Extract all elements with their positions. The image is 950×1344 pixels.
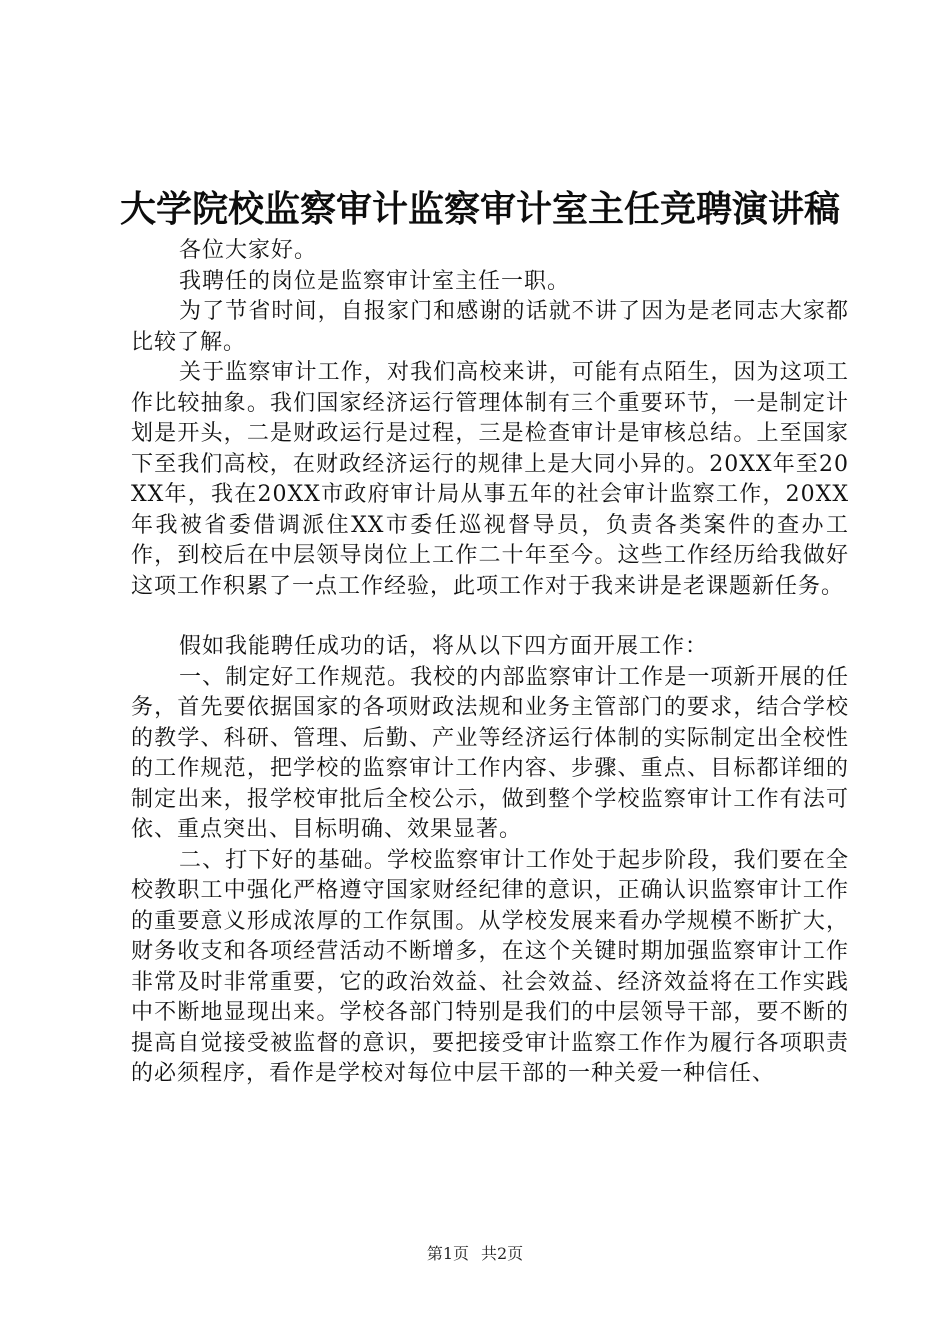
page-number: 第1页 [426,1244,469,1263]
paragraph-greeting: 各位大家好。 [179,238,318,263]
paragraph-plan-two: 二、打下好的基础。学校监察审计工作处于起步阶段，我们要在全校教职工中强化严格遵守国家财经纪律的意识，正确认识监察审计工作的重要意义形成浓厚的工作氛围。从学校发展来看办学规模不断扩大，财务收支和各项经营活动不断增多，在这个关键时期加强监察审计工作非常及时非常重要，它的政治效益、社会效益、经济效益将在工作实践中不断地显现出来。学校各部门特别是我们的中层领导干部，要不断的提高自觉接受被监督的意识，要把接受审计监察工作作为履行各项职责的必须程序，看作是学校对每位中层干部的一种关爱一种信任、 [131,847,849,1086]
paragraph-plan-intro: 假如我能聘任成功的话，将从以下四方面开展工作： [179,634,709,659]
page-footer [0,1244,950,1264]
paragraph-position: 我聘任的岗位是监察审计室主任一职。 [179,268,571,294]
paragraph-background: 关于监察审计工作，对我们高校来讲，可能有点陌生，因为这项工作比较抽象。我们国家经济运行管理体制有三个重要环节，一是制定计划是开头，二是财政运行是过程，三是检查审计是审核总结。上至国家下至我们高校，在财政经济运行的规律上是大同小异的。20XX年至20XX年，我在20XX市政府审计局从事五年的社会审计监察工作，20XX年我被省委借调派住XX市委任巡视督导员，负责各类案件的查办工作，到校后在中层领导岗位上工作二十年至今。这些工作经历给我做好这项工作积累了一点工作经验，此项工作对于我来讲是老课题新任务。 [131,360,849,599]
document-body [131,236,849,1090]
paragraph-plan-one: 一、制定好工作规范。我校的内部监察审计工作是一项新开展的任务，首先要依据国家的各项财政法规和业务主管部门的要求，结合学校的教学、科研、管理、后勤、产业等经济运行体制的实际制定出全校性的工作规范，把学校的监察审计工作内容、步骤、重点、目标都详细的制定出来，报学校审批后全校公示，做到整个学校监察审计工作有法可依、重点突出、目标明确、效果显著。 [131,664,849,842]
document-title: 大学院校监察审计监察审计室主任竞聘演讲稿 [119,189,840,230]
paragraph-intro: 为了节省时间，自报家门和感谢的话就不讲了因为是老同志大家都比较了解。 [131,299,849,355]
page-total: 共2页 [481,1244,524,1263]
